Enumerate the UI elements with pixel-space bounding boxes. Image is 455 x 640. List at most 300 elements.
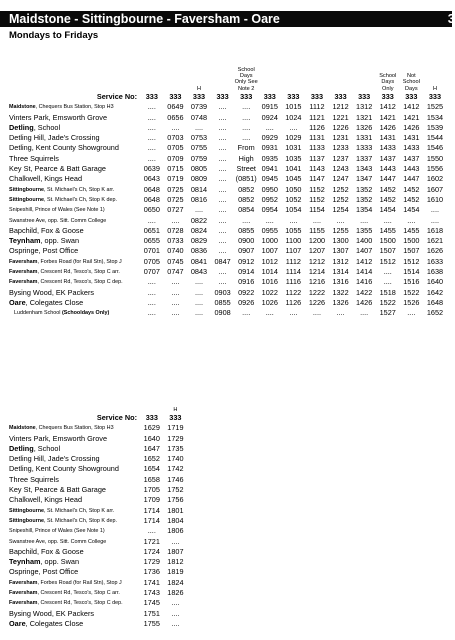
departure-time: 1640 — [426, 277, 444, 287]
departure-time: 0955 — [261, 225, 278, 235]
departure-time: 1054 — [285, 205, 302, 215]
table-row — [9, 444, 187, 454]
departure-time: 0903 — [214, 287, 231, 297]
departure-time: 0926 — [238, 297, 255, 307]
table-row — [9, 133, 447, 143]
departure-time: 1455 — [379, 225, 396, 235]
stop-name: Key St, Pearce & Batt Garage — [9, 485, 106, 495]
departure-time: 1314 — [332, 267, 349, 277]
departure-time: .... — [147, 112, 156, 122]
stop-name: Luddenham School (Schooldays Only) — [14, 310, 110, 317]
departure-time: 0836 — [190, 246, 208, 256]
page-title: Maidstone - Sittingbourne - Faversham - Oare — [9, 12, 280, 26]
departure-time: 1756 — [167, 495, 184, 505]
departure-time: 1131 — [309, 133, 325, 143]
stop-name: Bysing Wood, EK Packers — [9, 608, 95, 618]
departure-time: .... — [265, 308, 274, 318]
service-number: 333 — [287, 92, 300, 101]
header-spacer — [9, 397, 140, 413]
departure-time: 1333 — [356, 143, 373, 153]
departure-time: .... — [383, 267, 392, 277]
departure-time: 1024 — [285, 112, 302, 122]
stop-name: Chalkwell, Kings Head — [9, 174, 83, 184]
departure-time: 1745 — [143, 598, 160, 608]
departure-time: 1546 — [426, 143, 444, 153]
departure-time: 1016 — [261, 277, 278, 287]
column-note: H — [173, 406, 178, 413]
departure-time: 0715 — [167, 164, 184, 174]
departure-time: 1618 — [426, 225, 444, 235]
departure-time: 0945 — [261, 174, 278, 184]
departure-time: .... — [218, 225, 227, 235]
column-note: H — [196, 85, 202, 92]
departure-time: 1751 — [143, 608, 160, 618]
departure-time: 1400 — [356, 236, 373, 246]
table-row — [9, 598, 187, 608]
departure-time: 1433 — [379, 143, 396, 153]
service-number: 333 — [381, 92, 394, 101]
departure-time: 1454 — [403, 205, 420, 215]
departure-time: 1638 — [426, 267, 444, 277]
departure-time: 1312 — [332, 256, 349, 266]
departure-time: 1233 — [332, 143, 349, 153]
departure-time: 1031 — [285, 143, 302, 153]
stop-name: Sittingbourne, St. Michael's Ch, Stop K dep. — [9, 196, 117, 203]
departure-time: 1629 — [143, 423, 160, 433]
stop-name-bold: Oare — [9, 618, 26, 628]
table-row — [9, 495, 187, 505]
stop-name-bold: Faversham — [9, 269, 38, 276]
table-row — [9, 257, 447, 267]
service-number: 333 — [334, 92, 347, 101]
departure-time: 0954 — [261, 205, 278, 215]
departure-time: .... — [147, 122, 156, 132]
stop-name: Chalkwell, Kings Head — [9, 495, 83, 505]
departure-time: 0941 — [261, 164, 278, 174]
departure-time: 1214 — [308, 267, 326, 277]
departure-time: 1122 — [285, 287, 302, 297]
table-row — [9, 557, 187, 567]
departure-time: 0649 — [167, 102, 184, 112]
stop-name: Ospringe, Post Office — [9, 246, 79, 256]
table-row — [9, 113, 447, 123]
departure-time: .... — [147, 287, 156, 297]
stop-name: Three Squirrels — [9, 474, 59, 484]
stop-name: Snipeshill, Prince of Wales (See Note 1) — [9, 528, 105, 535]
departure-time: 0755 — [190, 143, 208, 153]
departure-time: 0852 — [238, 184, 255, 194]
stop-name-bold: Sittingbourne — [9, 186, 45, 193]
column-note — [305, 44, 329, 92]
stop-name: Sittingbourne, St. Michael's Ch, Stop K arr. — [9, 507, 115, 514]
departure-time: 1518 — [379, 287, 396, 297]
stop-name: Detling Hill, Jade's Crossing — [9, 454, 100, 464]
timetable-evening — [9, 397, 187, 629]
departure-time: 0908 — [214, 308, 231, 318]
table-row — [9, 143, 447, 153]
service-number-row — [9, 92, 447, 102]
departure-time: 1452 — [379, 194, 396, 204]
departure-time: 1055 — [285, 225, 302, 235]
departure-time: 1437 — [379, 153, 396, 163]
stop-name: Faversham, Crescent Rd, Tesco's, Stop C dep. — [9, 600, 123, 607]
departure-time: 1721 — [143, 536, 160, 546]
departure-time: 1607 — [426, 184, 444, 194]
departure-time: .... — [218, 267, 227, 277]
departure-time: 1534 — [426, 112, 444, 122]
table-row — [9, 226, 447, 236]
departure-time: .... — [147, 526, 156, 536]
column-notes-row — [9, 44, 447, 92]
departure-time: 1022 — [261, 287, 278, 297]
departure-time: 0725 — [167, 184, 184, 194]
stop-name: Faversham, Crescent Rd, Tesco's, Stop C arr. — [9, 590, 120, 597]
service-number: 333 — [169, 92, 182, 101]
stop-name: Oare, Colegates Close — [9, 618, 84, 628]
stop-name: Faversham, Crescent Rd, Tesco's, Stop C arr. — [9, 269, 120, 276]
departure-time: 0854 — [238, 205, 255, 215]
departure-time: 0950 — [261, 184, 278, 194]
departure-time: 1321 — [356, 112, 373, 122]
departure-time: 0759 — [190, 153, 208, 163]
stop-name-bold: Detling — [9, 122, 34, 132]
departure-time: 1526 — [403, 297, 420, 307]
departure-time: .... — [360, 308, 369, 318]
table-row — [9, 277, 447, 287]
departure-time: 1652 — [143, 454, 160, 464]
departure-time: .... — [383, 277, 392, 287]
table-row — [9, 174, 447, 184]
departure-time: 1610 — [426, 194, 444, 204]
departure-time: .... — [171, 598, 180, 608]
departure-time: 0907 — [238, 246, 255, 256]
departure-time: 1652 — [426, 308, 444, 318]
departure-time: .... — [407, 308, 416, 318]
departure-time: 1243 — [332, 164, 349, 174]
departure-time: 1507 — [403, 246, 420, 256]
departure-time: .... — [147, 133, 156, 143]
departure-time: 1326 — [356, 122, 373, 132]
departure-time: 1648 — [426, 297, 444, 307]
column-note: School Days Only See Note 2 — [234, 66, 258, 92]
departure-time: 1254 — [332, 205, 349, 215]
stop-name: Snipeshill, Prince of Wales (See Note 1) — [9, 207, 105, 214]
departure-time: 1500 — [403, 236, 420, 246]
departure-time: .... — [430, 205, 440, 215]
stop-name-bold: Teynham — [9, 557, 41, 567]
departure-time: 1544 — [426, 133, 444, 143]
departure-time: 0753 — [190, 133, 208, 143]
departure-time: .... — [147, 277, 156, 287]
column-notes-row — [9, 397, 187, 413]
service-number: 333 — [169, 413, 182, 422]
departure-time: .... — [194, 308, 204, 318]
departure-time: 0924 — [261, 112, 278, 122]
departure-time: 1452 — [403, 184, 420, 194]
departure-time: .... — [265, 215, 274, 225]
stop-name-bold: Sittingbourne — [9, 517, 45, 524]
departure-time: 0855 — [238, 225, 255, 235]
stop-name: Faversham, Forbes Road (for Rail Stn), Stop J — [9, 258, 122, 265]
departure-time: 0701 — [143, 246, 160, 256]
departure-time: 1826 — [167, 588, 184, 598]
departure-time: 1447 — [379, 174, 396, 184]
departure-time: 0707 — [143, 267, 160, 277]
departure-time: 1642 — [426, 287, 444, 297]
stop-name: Swanstree Ave, opp. Sitt. Comm College — [9, 217, 107, 224]
table-row — [9, 267, 447, 277]
stop-name: Faversham, Crescent Rd, Tesco's, Stop C dep. — [9, 279, 123, 286]
departure-time: 1522 — [403, 287, 420, 297]
departure-time: 1237 — [332, 153, 349, 163]
departure-time: .... — [312, 215, 322, 225]
departure-time: 1443 — [379, 164, 396, 174]
column-note — [258, 44, 282, 92]
stop-name-bold: Faversham — [9, 590, 38, 597]
departure-time: 1412 — [356, 256, 373, 266]
stop-name-bold: Sittingbourne — [9, 196, 45, 203]
service-number: 333 — [263, 92, 276, 101]
departure-time: .... — [194, 205, 204, 215]
departure-time: 1226 — [332, 122, 349, 132]
header-spacer — [9, 44, 140, 92]
departure-time: .... — [218, 246, 227, 256]
departure-time: 1354 — [356, 205, 373, 215]
departure-time: 1000 — [261, 236, 278, 246]
stop-name: Teynham, opp. Swan — [9, 236, 80, 246]
departure-time: 0912 — [238, 256, 255, 266]
departure-time: 1455 — [403, 225, 420, 235]
stop-name: Ospringe, Post Office — [9, 567, 79, 577]
departure-time: 1326 — [332, 297, 349, 307]
departure-time: .... — [289, 122, 298, 132]
departure-time: 1633 — [426, 256, 444, 266]
service-number: 333 — [145, 413, 158, 422]
table-row — [9, 547, 187, 557]
departure-time: 1527 — [379, 308, 396, 318]
departure-time: 1015 — [285, 102, 302, 112]
departure-time: 1147 — [309, 174, 325, 184]
departure-time: 0809 — [190, 174, 208, 184]
departure-time: .... — [194, 297, 204, 307]
departure-time: .... — [218, 143, 227, 153]
departure-time: 1212 — [332, 102, 349, 112]
departure-time: .... — [171, 287, 180, 297]
departure-time: .... — [171, 608, 180, 618]
table-row — [9, 164, 447, 174]
column-note — [352, 44, 376, 92]
table-row — [9, 288, 447, 298]
departure-time: 1045 — [285, 174, 302, 184]
departure-time: 1226 — [308, 297, 326, 307]
departure-time: 1806 — [167, 526, 184, 536]
departure-time: .... — [171, 215, 180, 225]
departure-time: 1804 — [167, 515, 184, 525]
departure-time: 1724 — [143, 546, 160, 556]
departure-time: Street — [236, 164, 256, 174]
departure-time: 1200 — [308, 236, 326, 246]
departure-time: .... — [147, 215, 156, 225]
departure-time: 1300 — [332, 236, 349, 246]
stop-name: Detling, Kent County Showground — [9, 464, 119, 474]
departure-time: 0739 — [190, 102, 208, 112]
departure-time: .... — [242, 133, 251, 143]
table-row — [9, 588, 187, 598]
departure-time: 1421 — [379, 112, 396, 122]
departure-time: 1426 — [403, 122, 420, 132]
service-number: 333 — [405, 92, 418, 101]
stop-name-bold: (Schooldays Only) — [61, 310, 110, 317]
departure-time: .... — [242, 215, 251, 225]
table-row — [9, 154, 447, 164]
stop-name: Bapchild, Fox & Goose — [9, 225, 84, 235]
departure-time: .... — [242, 308, 251, 318]
departure-time: .... — [147, 308, 156, 318]
table-row — [9, 195, 447, 205]
departure-time: 0709 — [167, 153, 184, 163]
stop-name: Vinters Park, Emsworth Grove — [9, 433, 107, 443]
service-number: 333 — [240, 92, 253, 101]
departure-time: .... — [218, 164, 227, 174]
departure-time: 0847 — [214, 256, 231, 266]
departure-time: 1026 — [261, 297, 278, 307]
departure-time: 1640 — [143, 433, 160, 443]
stop-name: Teynham, opp. Swan — [9, 557, 80, 567]
departure-time: 1255 — [332, 225, 349, 235]
table-row — [9, 123, 447, 133]
departure-time: 0829 — [190, 236, 208, 246]
column-note — [164, 44, 188, 92]
departure-time: 1247 — [332, 174, 349, 184]
departure-time: 0643 — [143, 174, 160, 184]
stop-name-bold: Faversham — [9, 279, 38, 286]
departure-time: 1736 — [143, 567, 160, 577]
departure-time: 1422 — [356, 287, 373, 297]
stop-name-bold: Faversham — [9, 579, 38, 586]
table-row — [9, 308, 447, 318]
departure-time: 1416 — [356, 277, 373, 287]
stop-name-bold: Faversham — [9, 600, 38, 607]
departure-time: 0747 — [167, 267, 184, 277]
departure-time: 0805 — [190, 164, 208, 174]
departure-time: 1207 — [308, 246, 326, 256]
departure-time: 0929 — [261, 133, 278, 143]
departure-time: .... — [360, 215, 369, 225]
departure-time: 1007 — [261, 246, 278, 256]
departure-time: .... — [312, 308, 322, 318]
departure-time: .... — [171, 277, 180, 287]
departure-time: 1112 — [285, 256, 301, 266]
column-note: School Days Only — [379, 73, 397, 92]
table-row — [9, 619, 187, 629]
departure-time: 1714 — [143, 515, 160, 525]
departure-time: 0816 — [190, 194, 208, 204]
page-number: 3 — [447, 11, 455, 26]
departure-time: 1746 — [167, 474, 184, 484]
service-number: 333 — [310, 92, 324, 101]
departure-time: 1421 — [403, 112, 420, 122]
service-number-row — [9, 413, 187, 423]
departure-time: 0852 — [238, 194, 255, 204]
departure-time: 1729 — [167, 433, 184, 443]
departure-time: 1426 — [379, 122, 396, 132]
departure-time: 1719 — [167, 423, 184, 433]
departure-time: 1212 — [308, 256, 326, 266]
departure-time: 1507 — [379, 246, 396, 256]
departure-time: 1433 — [403, 143, 420, 153]
departure-time: .... — [171, 618, 180, 628]
departure-time: .... — [194, 287, 204, 297]
departure-time: 1352 — [356, 194, 373, 204]
departure-time: 1116 — [285, 277, 301, 287]
departure-time: 0725 — [167, 194, 184, 204]
departure-time: 1414 — [356, 267, 373, 277]
departure-time: .... — [218, 277, 227, 287]
departure-time: 1352 — [356, 184, 373, 194]
departure-time: 0922 — [238, 287, 255, 297]
departure-time: 0719 — [167, 174, 184, 184]
departure-time: 1431 — [379, 133, 396, 143]
departure-time: 1035 — [285, 153, 302, 163]
departure-time: .... — [383, 215, 392, 225]
table-row — [9, 298, 447, 308]
departure-time: 1512 — [403, 256, 420, 266]
departure-time: 1454 — [379, 205, 396, 215]
column-note: Not School Days — [402, 73, 420, 92]
departure-time: 1705 — [143, 485, 160, 495]
stop-name-bold: Maidstone — [9, 425, 36, 432]
departure-time: 1121 — [309, 112, 325, 122]
departure-time: 1500 — [379, 236, 396, 246]
departure-time: 1152 — [309, 184, 325, 194]
departure-time: 1355 — [356, 225, 373, 235]
departure-time: .... — [218, 122, 227, 132]
service-number: 333 — [358, 92, 371, 101]
departure-time: 0935 — [261, 153, 278, 163]
departure-time: 0728 — [167, 225, 184, 235]
departure-time: .... — [218, 112, 227, 122]
stop-name: Vinters Park, Emsworth Grove — [9, 112, 107, 122]
departure-time: 1602 — [426, 174, 444, 184]
departure-time: 1812 — [167, 557, 184, 567]
departure-time: 1755 — [143, 618, 160, 628]
service-number: 333 — [145, 92, 158, 101]
departure-time: 1516 — [403, 277, 420, 287]
departure-time: 0655 — [143, 236, 160, 246]
stop-name: Sittingbourne, St. Michael's Ch, Stop K arr. — [9, 186, 115, 193]
departure-time: .... — [147, 153, 156, 163]
departure-time: 1514 — [403, 267, 420, 277]
departure-time: 1252 — [332, 194, 349, 204]
departure-time: 1714 — [143, 505, 160, 515]
departure-time: .... — [289, 215, 298, 225]
stop-name: Sittingbourne, St. Michael's Ch, Stop K dep. — [9, 517, 117, 524]
departure-time: .... — [218, 102, 227, 112]
departure-time: .... — [218, 215, 227, 225]
departure-time: 1801 — [167, 505, 184, 515]
departure-time: 1431 — [403, 133, 420, 143]
departure-time: 1143 — [309, 164, 325, 174]
stop-name-bold: Detling — [9, 443, 34, 453]
departure-time: .... — [147, 102, 156, 112]
departure-time: 1126 — [309, 122, 325, 132]
table-row — [9, 102, 447, 112]
column-note: H — [432, 85, 437, 92]
departure-time: 0824 — [190, 225, 208, 235]
departure-time: 1052 — [285, 194, 302, 204]
departure-time: 1626 — [426, 246, 444, 256]
departure-time: 1331 — [356, 133, 373, 143]
